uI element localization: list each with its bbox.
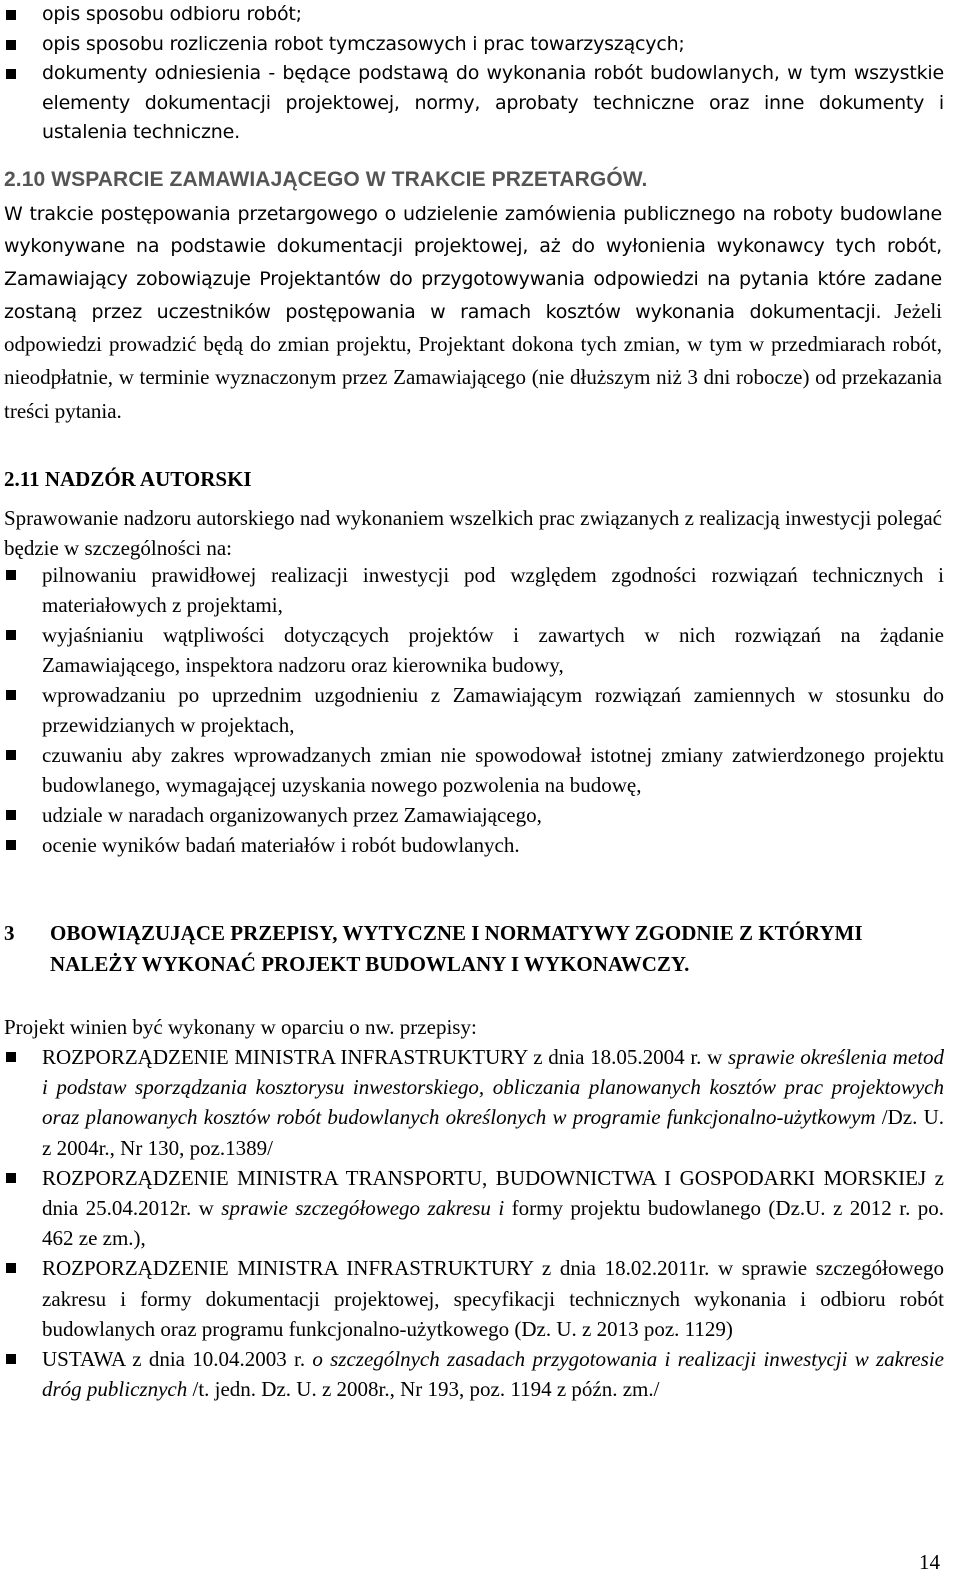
regulation-title: sprawie szczegółowego zakresu i <box>221 1196 505 1221</box>
list-item-text: dokumenty odniesienia - będące podstawą do wykonania robót budowlanych, w tym wszystkie elementy dokumentacji projektowej, normy, aprobaty techniczne oraz inne dokumenty i ustalenia techniczne. <box>42 62 944 143</box>
regulation-text: USTAWA z dnia 10.04.2003 r. <box>42 1347 313 1372</box>
section-2-10-paragraph <box>4 199 942 429</box>
list-item-text: ocenie wyników badań materiałów i robót budowlanych. <box>42 833 520 857</box>
paragraph-sans-part: W trakcie postępowania przetargowego o udzielenie zamówienia publicznego na roboty budowlane wykonywane na podstawie dokumentacji projektowej, aż do wyłonienia wykonawcy tych robót, Zamawiający zobowiązuje Projektantów do przygotowywania odpowiedzi na pytania które zadane zostaną przez uczestników postępowania w ramach kosztów wykonania dokumentacji. <box>4 203 942 323</box>
section-3-heading <box>4 918 930 980</box>
list-item <box>0 620 944 680</box>
list-item <box>0 1344 944 1404</box>
list-item-text: opis sposobu rozliczenia robot tymczasowych i prac towarzyszących; <box>42 32 685 55</box>
list-item <box>0 560 944 620</box>
list-item <box>0 680 944 740</box>
list-item-text: czuwaniu aby zakres wprowadzanych zmian nie spowodował istotnej zmiany zatwierdzonego projektu budowlanego, wymagającej uzyskania nowego pozwolenia na budowę, <box>42 743 944 797</box>
regulation-title: sprawie określenia metod i podstaw sporządzania kosztorysu inwestorskiego, obliczania planowanych kosztów prac projektowych oraz planowanych kosztów robót budowlanych określonych w programie funkcjonalno-użytkowym <box>42 1045 944 1130</box>
bullet-square-icon <box>6 69 16 79</box>
list-item <box>0 1042 944 1163</box>
list-item <box>0 1163 944 1254</box>
list-item <box>0 1253 944 1344</box>
bullet-square-icon <box>6 1354 16 1364</box>
regulation-title: o szczególnych zasadach przygotowania i realizacji inwestycji w zakresie dróg publicznych <box>42 1347 944 1402</box>
paragraph-serif-part: Jeżeli odpowiedzi prowadzić będą do zmian projektu, Projektant dokona tych zmian, w tym w przedmiarach robót, nieodpłatnie, w terminie wyznaczonym przez Zamawiającego (nie dłuższym niż 3 dni robocze) od przekazania treści pytania. <box>4 298 943 423</box>
list-item-text: wyjaśnianiu wątpliwości dotyczących projektów i zawartych w nich rozwiązań na żądanie Zamawiającego, inspektora nadzoru oraz kierownika budowy, <box>42 623 944 677</box>
list-item-text <box>42 1253 944 1344</box>
list-item-text <box>42 1344 944 1404</box>
bullet-square-icon <box>6 840 16 850</box>
page-number: 14 <box>919 1550 940 1574</box>
bullet-square-icon <box>6 690 16 700</box>
section-number: 3 <box>4 921 15 945</box>
list-item <box>0 0 944 30</box>
bullet-square-icon <box>6 630 16 640</box>
list-item-text <box>42 1042 944 1163</box>
bullet-square-icon <box>6 1263 16 1273</box>
bullet-square-icon <box>6 1173 16 1183</box>
regulation-citation: formy projektu budowlanego (Dz.U. z 2012 r. po. 462 ze zm.), <box>42 1196 945 1251</box>
list-item <box>0 740 944 800</box>
section-2-11-heading: 2.11 NADZÓR AUTORSKI <box>4 467 252 491</box>
regulation-text: ROZPORZĄDZENIE MINISTRA INFRASTRUKTURY z dnia 18.05.2004 r. w <box>42 1045 729 1069</box>
section-title: OBOWIĄZUJĄCE PRZEPISY, WYTYCZNE I NORMATYWY ZGODNIE Z KTÓRYMI NALEŻY WYKONAĆ PROJEKT BUDOWLANY I WYKONAWCZY. <box>50 921 863 976</box>
top-bullet-list <box>0 0 944 148</box>
list-item <box>0 800 944 830</box>
regulation-text: ROZPORZĄDZENIE MINISTRA INFRASTRUKTURY z dnia 18.02.2011r. w sprawie szczegółowego zakresu i formy dokumentacji projektowej, specyfikacji technicznych wykonania i odbioru robót budowlanych oraz programu funkcjonalno-użytkowego (Dz. U. z 2013 poz. 1129) <box>42 1256 944 1341</box>
list-item-text: opis sposobu odbioru robót; <box>42 3 302 25</box>
section-2-10-heading: 2.10 WSPARCIE ZAMAWIAJĄCEGO W TRAKCIE PRZETARGÓW. <box>4 168 648 191</box>
bullet-square-icon <box>6 10 16 20</box>
list-item <box>0 59 944 148</box>
regulation-citation: /Dz. U. z 2004r., Nr 130, poz.1389/ <box>42 1105 944 1160</box>
list-item-text: wprowadzaniu po uprzednim uzgodnieniu z Zamawiającym rozwiązań zamiennych w stosunku do przewidzianych w projektach, <box>42 683 944 737</box>
list-item-text: udziale w naradach organizowanych przez Zamawiającego, <box>42 803 542 827</box>
list-item <box>0 30 944 60</box>
regulation-citation: /t. jedn. Dz. U. z 2008r., Nr 193, poz. 1194 z późn. zm./ <box>187 1377 660 1402</box>
bullet-square-icon <box>6 40 16 50</box>
list-item-text: pilnowaniu prawidłowej realizacji inwestycji pod względem zgodności rozwiązań technicznych i materiałowych z projektami, <box>42 563 944 617</box>
bullet-square-icon <box>6 750 16 760</box>
list-item <box>0 830 944 860</box>
bullet-square-icon <box>6 810 16 820</box>
section-2-11-intro: Sprawowanie nadzoru autorskiego nad wykonaniem wszelkich prac związanych z realizacją inwestycji polegać będzie w szczególności na: <box>4 506 942 560</box>
section-2-11-list <box>0 560 944 860</box>
section-3-intro: Projekt winien być wykonany w oparciu o nw. przepisy: <box>4 1015 477 1039</box>
bullet-square-icon <box>6 1052 16 1062</box>
bullet-square-icon <box>6 570 16 580</box>
regulation-text: ROZPORZĄDZENIE MINISTRA TRANSPORTU, BUDOWNICTWA I GOSPODARKI MORSKIEJ z dnia 25.04.2012r. w <box>42 1165 944 1221</box>
regulations-list <box>0 1042 944 1404</box>
list-item-text <box>42 1163 944 1254</box>
